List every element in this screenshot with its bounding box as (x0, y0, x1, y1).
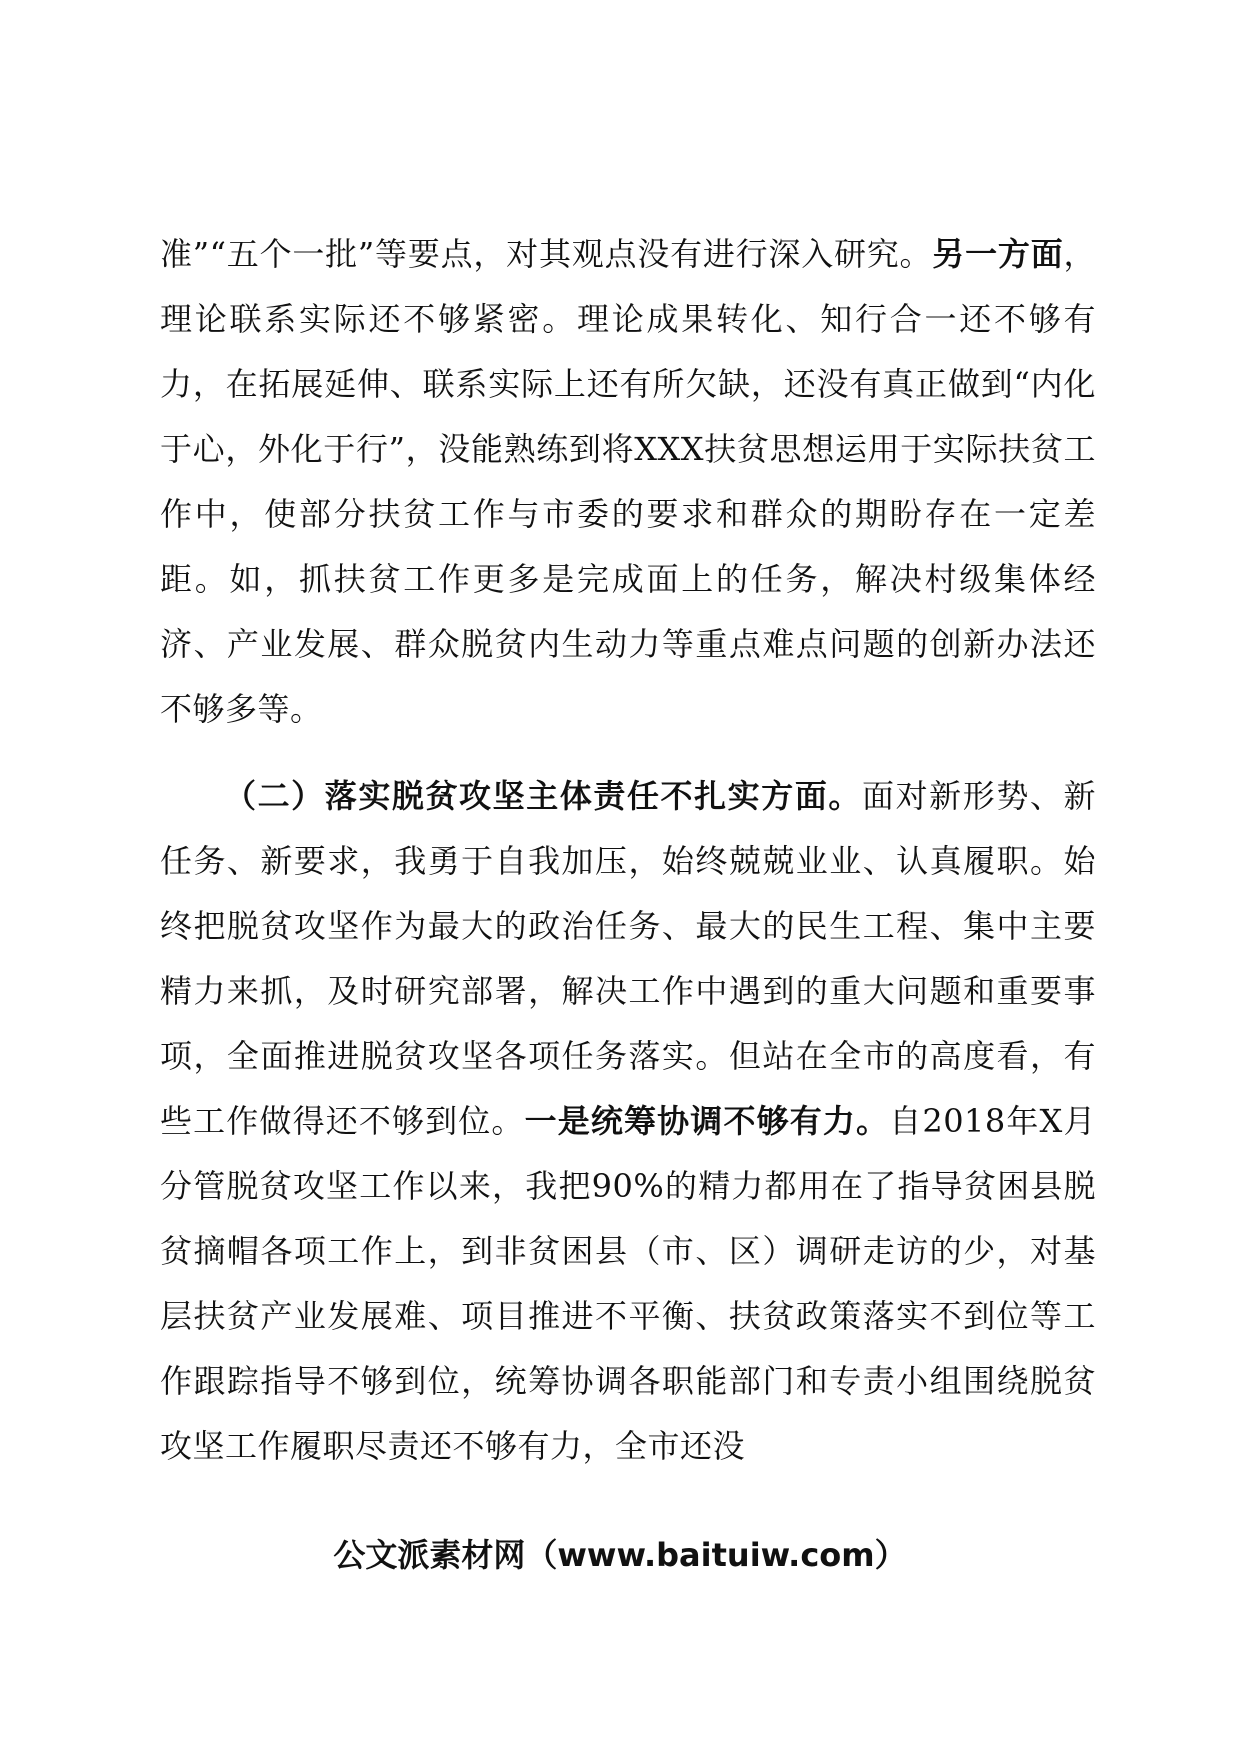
point-one-heading: 一是统筹协调不够有力。 (524, 1102, 890, 1140)
section-heading: （二）落实脱贫攻坚主体责任不扎实方面。 (224, 777, 862, 815)
paragraph-2-text-1: 面对新形势、新任务、新要求，我勇于自我加压，始终兢兢业业、认真履职。始终把脱贫攻坚作为最大的政治任务、最大的民生工程、集中主要精力来抓，及时研究部署，解决工作中遇到的重大问题和重要事项，全面推进脱贫攻坚各项任务落实。但站在全市的高度看，有些工作做得还不够到位。 (160, 777, 1096, 1140)
paragraph-2-text-2: 自2018年X月分管脱贫攻坚工作以来，我把90%的精力都用在了指导贫困县脱贫摘帽各项工作上，到非贫困县（市、区）调研走访的少，对基层扶贫产业发展难、项目推进不平衡、扶贫政策落实不到位等工作跟踪指导不够到位，统筹协调各职能部门和专责小组围绕脱贫攻坚工作履职尽责还不够有力，全市还没 (160, 1102, 1096, 1465)
paragraph-1-bold-label: 另一方面 (932, 235, 1064, 273)
paragraph-2 (160, 764, 1096, 1479)
footer-watermark: 公文派素材网（www.baituiw.com） (333, 1536, 907, 1574)
document-body (160, 222, 1096, 1479)
paragraph-1 (160, 222, 1096, 742)
paragraph-1-lead: 准”“五个一批”等要点，对其观点没有进行深入研究。 (160, 235, 933, 273)
paragraph-1-text: ，理论联系实际还不够紧密。理论成果转化、知行合一还不够有力，在拓展延伸、联系实际上还有所欠缺，还没有真正做到“内化于心，外化于行”，没能熟练到将XXX扶贫思想运用于实际扶贫工作中，使部分扶贫工作与市委的要求和群众的期盼存在一定差距。如，抓扶贫工作更多是完成面上的任务，解决村级集体经济、产业发展、群众脱贫内生动力等重点难点问题的创新办法还不够多等。 (160, 235, 1096, 728)
